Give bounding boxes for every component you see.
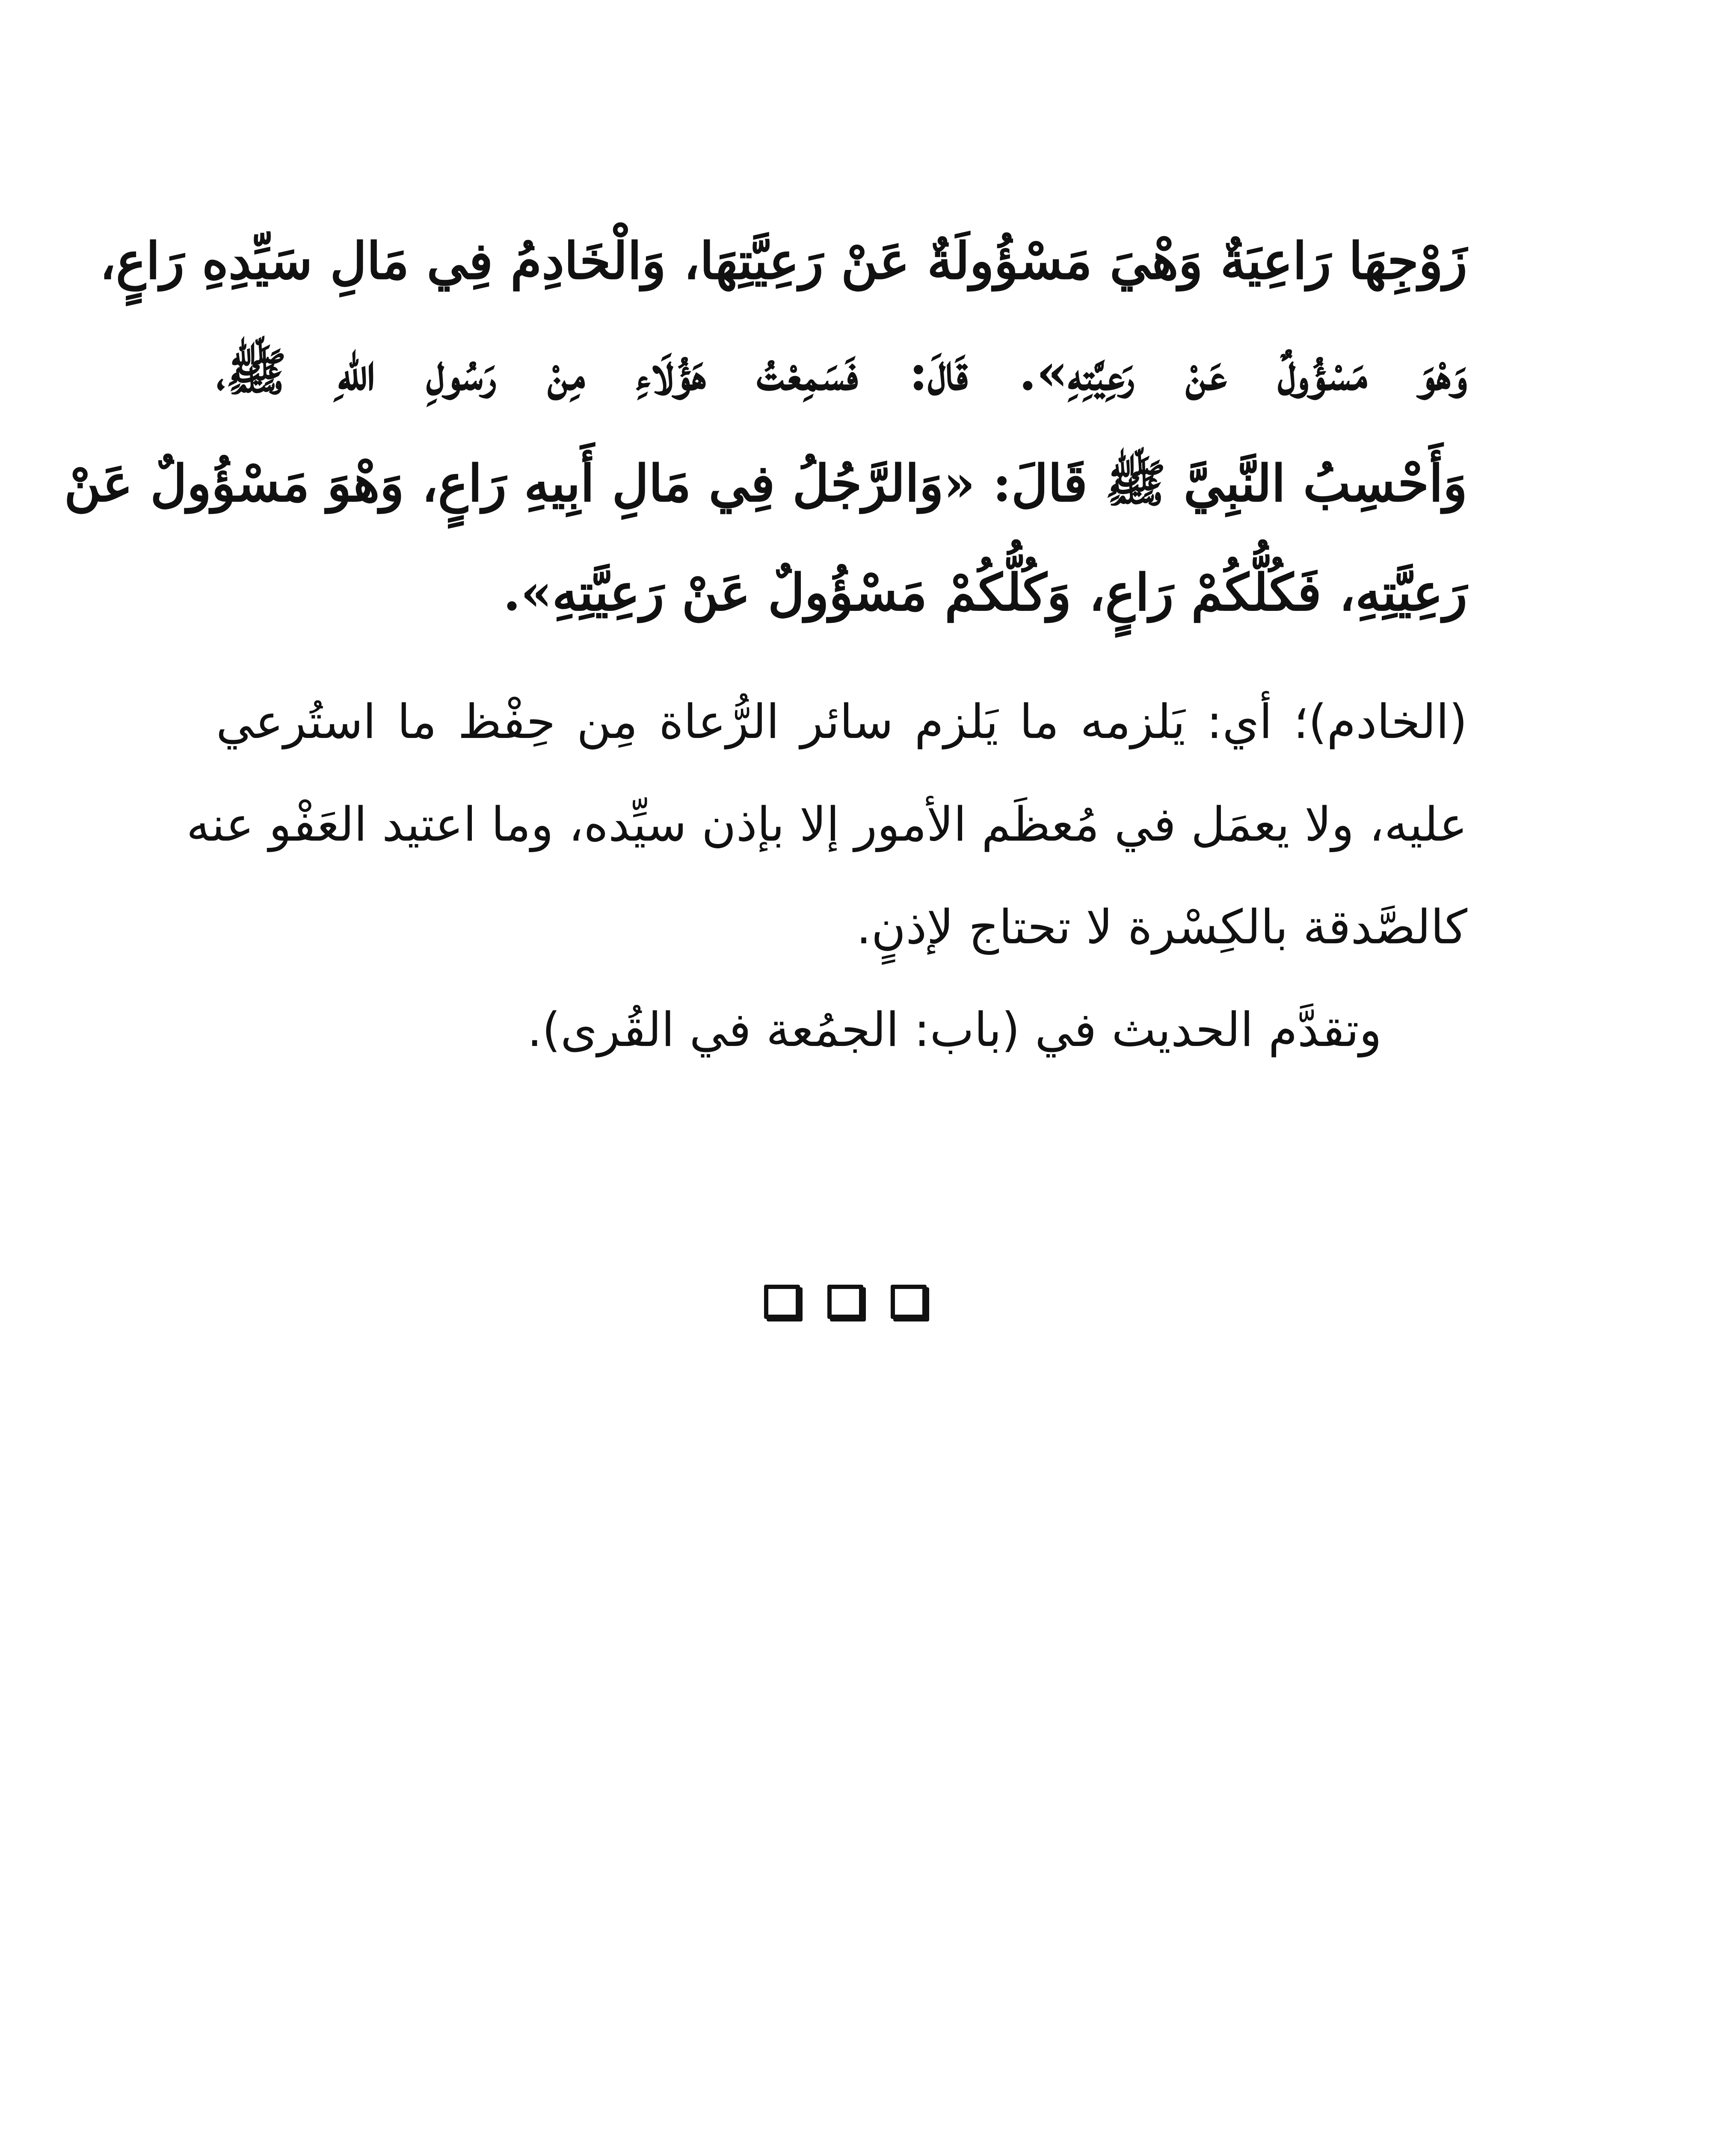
commentary-line-3: كالصَّدقة بالكِسْرة لا تحتاج لإذنٍ. [856,900,1467,954]
ornament-square-icon [827,1285,863,1319]
ornament-square-icon [764,1285,800,1319]
section-divider-ornament [764,1283,927,1321]
closing-note: وتقدَّم الحديث في (باب: الجمُعة في القُرى). [527,1002,1382,1057]
ornament-square-icon [891,1285,927,1319]
hadith-line-4: رَعِيَّتِهِ، فَكُلُّكُمْ رَاعٍ، وَكُلُّكُمْ مَسْؤُولٌ عَنْ رَعِيَّتِهِ». [503,563,1467,622]
commentary-line-2: عليه، ولا يعمَل في مُعظَم الأمور إلا بإذن سيِّده، وما اعتيد العَفْو عنه [186,797,1467,852]
hadith-line-1: زَوْجِهَا رَاعِيَةٌ وَهْيَ مَسْؤُولَةٌ عَنْ رَعِيَّتِهَا، وَالْخَادِمُ فِي مَالِ سَيِّدِهِ رَاعٍ، [99,231,1467,290]
hadith-line-3: وَأَحْسِبُ النَّبِيَّ ﷺ قَالَ: «وَالرَّجُلُ فِي مَالِ أَبِيهِ رَاعٍ، وَهْوَ مَسْؤُولٌ عَنْ [64,453,1467,513]
commentary-line-1: (الخادم)؛ أي: يَلزمه ما يَلزم سائر الرُّعاة مِن حِفْظ ما استُرعي [216,694,1467,749]
hadith-line-2: وَهْوَ مَسْؤُولٌ عَنْ رَعِيَّتِهِ». قَالَ: فَسَمِعْتُ هَؤُلَاءِ مِنْ رَسُولِ اللهِ ﷺ، [216,342,1467,402]
